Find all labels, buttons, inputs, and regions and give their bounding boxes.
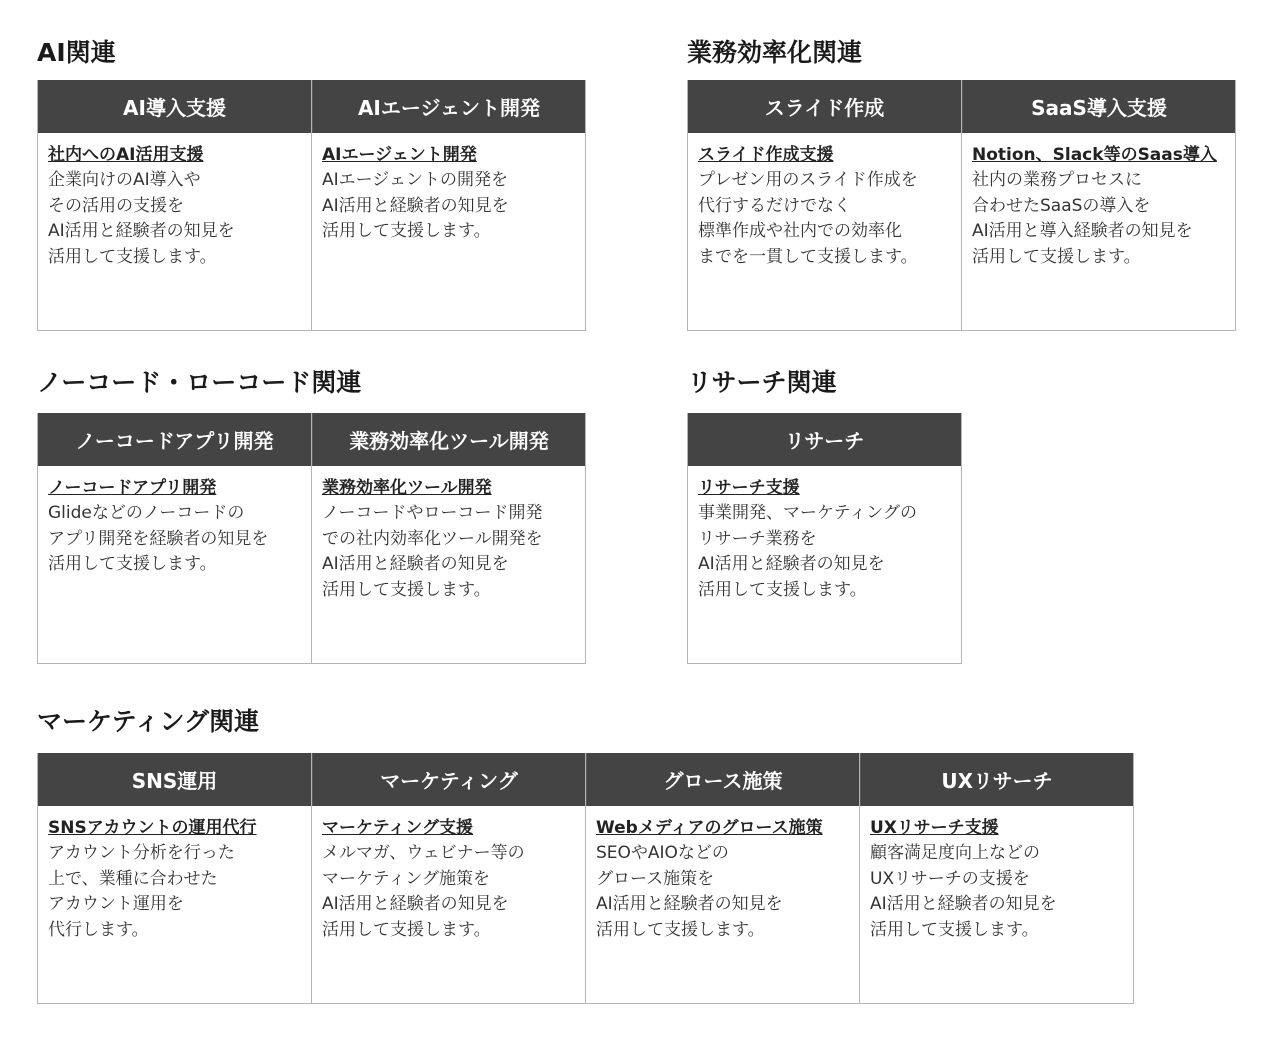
item-description-line: マーケティング施策を: [322, 868, 490, 889]
item-description-line: AIエージェントの開発を: [322, 170, 508, 190]
item-description-line: グロース施策を: [596, 868, 715, 889]
service-table: [687, 413, 962, 664]
service-column: [38, 80, 312, 331]
item-title: Notion、Slack等のSaas導入: [972, 145, 1217, 165]
service-column: [688, 413, 962, 664]
item-description-line: 合わせたSaaSの導入を: [972, 195, 1151, 216]
column-header: 業務効率化ツール開発: [312, 413, 585, 466]
item-description-line: AI活用と導入経験者の知見を: [972, 221, 1193, 241]
item-description-line: UXリサーチの支援を: [870, 868, 1030, 889]
item-description-line: AI活用と経験者の知見を: [48, 221, 235, 241]
column-body: [688, 133, 961, 331]
item-description-line: アカウント運用を: [48, 894, 184, 914]
item-title: 業務効率化ツール開発: [322, 478, 492, 498]
column-header: リサーチ: [688, 413, 961, 466]
item-description-line: 活用して支援します。: [972, 246, 1141, 267]
item-description-line: 代行するだけでなく: [698, 195, 851, 216]
item-description-line: 活用して支援します。: [870, 919, 1039, 940]
item-description-line: アプリ開発を経験者の知見を: [48, 528, 269, 549]
item-description-line: AI活用と経験者の知見を: [322, 195, 509, 216]
section-title: マーケティング関連: [37, 707, 260, 736]
service-column: [312, 80, 586, 331]
service-column: [962, 80, 1236, 331]
section-title: 業務効率化関連: [687, 38, 863, 67]
column-body: [688, 466, 961, 664]
service-table: [687, 80, 1236, 331]
service-column: [38, 753, 312, 1004]
item-title: UXリサーチ支援: [870, 818, 999, 838]
item-description-line: 活用して支援します。: [698, 579, 867, 600]
column-header: SNS運用: [38, 753, 311, 806]
column-header: スライド作成: [688, 80, 961, 133]
item-description-line: AI活用と経験者の知見を: [698, 554, 885, 574]
item-title: Webメディアのグロース施策: [596, 818, 823, 838]
column-header: マーケティング: [312, 753, 585, 806]
item-description-line: メルマガ、ウェビナー等の: [322, 843, 525, 863]
item-description-line: 活用して支援します。: [322, 919, 491, 940]
item-description-line: 活用して支援します。: [48, 554, 217, 574]
service-table: [37, 753, 1134, 1004]
column-header: AI導入支援: [38, 80, 311, 133]
section-title: ノーコード・ローコード関連: [37, 368, 362, 397]
item-description-line: アカウント分析を行った: [48, 843, 235, 863]
service-column: [586, 753, 860, 1004]
item-description-line: Glideなどのノーコードの: [48, 503, 245, 523]
item-description-line: 社内の業務プロセスに: [972, 170, 1142, 190]
column-body: [312, 466, 585, 664]
item-title: SNSアカウントの運用代行: [48, 818, 257, 838]
item-description-line: ノーコードやローコード開発: [322, 503, 543, 523]
column-header: AIエージェント開発: [312, 80, 585, 133]
item-title: 社内へのAI活用支援: [48, 145, 204, 165]
column-header: UXリサーチ: [860, 753, 1133, 806]
column-header: SaaS導入支援: [962, 80, 1235, 133]
column-body: [38, 133, 311, 331]
item-description-line: 活用して支援します。: [48, 246, 217, 267]
item-description-line: までを一貫して支援します。: [698, 246, 918, 267]
item-description-line: 上で、業種に合わせた: [48, 868, 218, 889]
item-title: スライド作成支援: [698, 145, 834, 165]
item-description-line: 代行します。: [48, 919, 149, 940]
item-description-line: 顧客満足度向上などの: [870, 843, 1040, 863]
section-title: リサーチ関連: [687, 368, 837, 397]
item-description-line: 活用して支援します。: [322, 579, 491, 600]
service-column: [38, 413, 312, 664]
column-header: ノーコードアプリ開発: [38, 413, 311, 466]
service-column: [860, 753, 1134, 1004]
column-body: [312, 806, 585, 1004]
service-table: [37, 413, 586, 664]
item-title: ノーコードアプリ開発: [48, 478, 217, 498]
column-header: グロース施策: [586, 753, 859, 806]
column-body: [860, 806, 1133, 1004]
item-description-line: 活用して支援します。: [322, 221, 491, 241]
service-column: [688, 80, 962, 331]
item-description-line: 事業開発、マーケティングの: [698, 503, 917, 523]
column-body: [312, 133, 585, 331]
item-description-line: AI活用と経験者の知見を: [870, 894, 1057, 914]
item-description-line: での社内効率化ツール開発を: [322, 528, 543, 549]
item-description-line: SEOやAIOなどの: [596, 843, 729, 863]
item-description-line: その活用の支援を: [48, 195, 184, 216]
item-title: マーケティング支援: [322, 818, 473, 838]
section-title: AI関連: [37, 38, 116, 67]
service-column: [312, 753, 586, 1004]
item-description-line: プレゼン用のスライド作成を: [698, 170, 918, 190]
column-body: [586, 806, 859, 1004]
service-column: [312, 413, 586, 664]
column-body: [38, 466, 311, 664]
item-description-line: 活用して支援します。: [596, 919, 765, 940]
item-title: リサーチ支援: [698, 478, 800, 498]
column-body: [38, 806, 311, 1004]
item-description-line: AI活用と経験者の知見を: [322, 554, 509, 574]
item-description-line: AI活用と経験者の知見を: [322, 894, 509, 914]
item-description-line: AI活用と経験者の知見を: [596, 894, 783, 914]
item-description-line: 標準作成や社内での効率化: [698, 221, 902, 241]
item-description-line: リサーチ業務を: [698, 528, 817, 549]
item-description-line: 企業向けのAI導入や: [48, 170, 201, 190]
column-body: [962, 133, 1235, 331]
item-title: AIエージェント開発: [322, 145, 477, 165]
service-table: [37, 80, 586, 331]
